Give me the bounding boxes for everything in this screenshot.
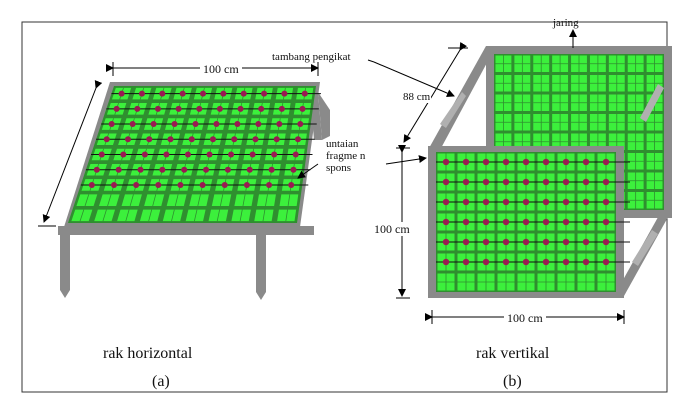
vertical-rack xyxy=(428,46,672,298)
label-rak-vertikal: rak vertikal xyxy=(476,345,550,362)
sponge-fragment xyxy=(563,219,569,225)
sponge-fragment xyxy=(543,179,549,185)
label-untaian-spons: untaian fragme n spons xyxy=(326,138,366,174)
sponge-fragment xyxy=(274,136,280,142)
sponge-fragment xyxy=(231,136,237,142)
sponge-fragment xyxy=(189,136,195,142)
sponge-fragment xyxy=(297,121,303,127)
sponge-fragment xyxy=(603,259,609,265)
sponge-fragment xyxy=(159,91,165,97)
sponge-fragment xyxy=(261,91,267,97)
sponge-fragment xyxy=(543,219,549,225)
sponge-fragment xyxy=(138,167,144,173)
sponge-fragment xyxy=(133,182,139,188)
rope-tie-2 xyxy=(632,230,658,266)
sponge-fragment xyxy=(583,199,589,205)
sponge-fragment xyxy=(583,179,589,185)
label-rak-horizontal: rak horizontal xyxy=(103,345,193,362)
sponge-fragment xyxy=(463,159,469,165)
sponge-fragment xyxy=(196,106,202,112)
sponge-fragment xyxy=(443,179,449,185)
sponge-fragment xyxy=(200,91,206,97)
pointer-untaian-b xyxy=(386,158,426,164)
sponge-fragment xyxy=(543,199,549,205)
sponge-fragment xyxy=(563,259,569,265)
sponge-fragment xyxy=(207,152,213,158)
sponge-fragment xyxy=(563,159,569,165)
sponge-fragment xyxy=(483,219,489,225)
sponge-fragment xyxy=(241,91,247,97)
sponge-fragment xyxy=(120,152,126,158)
sponge-fragment xyxy=(238,106,244,112)
sponge-fragment xyxy=(151,121,157,127)
sponge-fragment xyxy=(222,182,228,188)
sponge-fragment xyxy=(563,199,569,205)
sponge-fragment xyxy=(109,121,115,127)
label-depth-vertical: 88 cm xyxy=(403,91,431,103)
sponge-fragment xyxy=(443,239,449,245)
front-leg-left xyxy=(60,234,70,298)
sponge-fragment xyxy=(463,179,469,185)
sponge-fragment xyxy=(563,179,569,185)
sponge-fragment xyxy=(483,199,489,205)
sponge-fragment xyxy=(293,152,299,158)
sponge-fragment xyxy=(217,106,223,112)
sponge-fragment xyxy=(281,91,287,97)
sponge-fragment xyxy=(463,219,469,225)
sponge-fragment xyxy=(290,167,296,173)
label-width-vertical: 100 cm xyxy=(504,312,546,324)
sponge-fragment xyxy=(543,159,549,165)
sponge-fragment xyxy=(185,152,191,158)
sponge-fragment xyxy=(258,106,264,112)
sponge-fragment xyxy=(503,199,509,205)
sponge-fragment xyxy=(134,106,140,112)
sponge-fragment xyxy=(159,167,165,173)
sponge-fragment xyxy=(220,91,226,97)
sponge-fragment xyxy=(99,152,105,158)
sponge-fragment xyxy=(503,239,509,245)
sponge-fragment xyxy=(116,167,122,173)
sponge-fragment xyxy=(503,259,509,265)
sponge-fragment xyxy=(583,219,589,225)
sponge-fragment xyxy=(181,167,187,173)
sponge-fragment xyxy=(603,159,609,165)
sponge-fragment xyxy=(583,159,589,165)
label-jaring: jaring xyxy=(553,17,579,29)
sponge-fragment xyxy=(295,136,301,142)
sponge-fragment xyxy=(111,182,117,188)
sponge-fragment xyxy=(583,259,589,265)
sponge-fragment xyxy=(255,121,261,127)
sponge-fragment xyxy=(94,167,100,173)
label-width-horizontal: 100 cm xyxy=(200,63,242,75)
sponge-fragment xyxy=(463,239,469,245)
sponge-fragment xyxy=(203,167,209,173)
pointer-tambang-start xyxy=(368,60,374,62)
sponge-fragment xyxy=(139,91,145,97)
sponge-fragment xyxy=(155,182,161,188)
sponge-fragment xyxy=(104,136,110,142)
label-sub-b: (b) xyxy=(503,373,522,390)
sponge-fragment xyxy=(177,182,183,188)
sponge-fragment xyxy=(302,91,308,97)
sponge-fragment xyxy=(130,121,136,127)
sponge-fragment xyxy=(252,136,258,142)
sponge-fragment xyxy=(603,239,609,245)
label-sub-a: (a) xyxy=(152,373,170,390)
sponge-fragment xyxy=(247,167,253,173)
sponge-fragment xyxy=(523,179,529,185)
sponge-fragment xyxy=(146,136,152,142)
sponge-fragment xyxy=(279,106,285,112)
sponge-fragment xyxy=(167,136,173,142)
sponge-fragment xyxy=(523,239,529,245)
sponge-fragment xyxy=(180,91,186,97)
sponge-fragment xyxy=(119,91,125,97)
sponge-fragment xyxy=(483,159,489,165)
sponge-fragment xyxy=(125,136,131,142)
sponge-fragment xyxy=(543,259,549,265)
label-height-vertical: 100 cm xyxy=(374,222,410,236)
sponge-fragment xyxy=(583,239,589,245)
sponge-fragment xyxy=(192,121,198,127)
sponge-fragment xyxy=(89,182,95,188)
sponge-fragment xyxy=(603,219,609,225)
sponge-fragment xyxy=(443,219,449,225)
sponge-fragment xyxy=(463,199,469,205)
sponge-fragment xyxy=(523,199,529,205)
front-rail xyxy=(58,226,314,235)
sponge-fragment xyxy=(200,182,206,188)
sponge-fragment xyxy=(210,136,216,142)
sponge-fragment xyxy=(225,167,231,173)
sponge-fragment xyxy=(269,167,275,173)
sponge-fragment xyxy=(603,179,609,185)
sponge-fragment xyxy=(503,219,509,225)
sponge-fragment xyxy=(114,106,120,112)
sponge-fragment xyxy=(443,259,449,265)
sponge-fragment xyxy=(563,239,569,245)
sponge-fragment xyxy=(543,239,549,245)
sponge-fragment xyxy=(276,121,282,127)
front-net-grid xyxy=(436,152,630,292)
sponge-fragment xyxy=(523,159,529,165)
sponge-fragment xyxy=(443,199,449,205)
sponge-fragment xyxy=(228,152,234,158)
sponge-fragment xyxy=(155,106,161,112)
sponge-fragment xyxy=(503,159,509,165)
sponge-fragment xyxy=(523,219,529,225)
sponge-fragment xyxy=(213,121,219,127)
sponge-fragment xyxy=(300,106,306,112)
sponge-fragment xyxy=(176,106,182,112)
sponge-fragment xyxy=(483,259,489,265)
sponge-fragment xyxy=(463,259,469,265)
sponge-fragment xyxy=(244,182,250,188)
sponge-fragment xyxy=(234,121,240,127)
sponge-fragment xyxy=(503,179,509,185)
sponge-fragment xyxy=(250,152,256,158)
sponge-fragment xyxy=(483,179,489,185)
sponge-fragment xyxy=(142,152,148,158)
horizontal-rack xyxy=(58,82,330,300)
sponge-fragment xyxy=(523,259,529,265)
sponge-fragment xyxy=(266,182,272,188)
label-tambang-pengikat: tambang pengikat xyxy=(272,51,351,63)
front-leg-right xyxy=(256,234,266,300)
sponge-fragment xyxy=(172,121,178,127)
sponge-fragment xyxy=(443,159,449,165)
sponge-fragment xyxy=(483,239,489,245)
sponge-fragment xyxy=(603,199,609,205)
sponge-fragment xyxy=(163,152,169,158)
sponge-fragment xyxy=(271,152,277,158)
sponge-fragment xyxy=(288,182,294,188)
